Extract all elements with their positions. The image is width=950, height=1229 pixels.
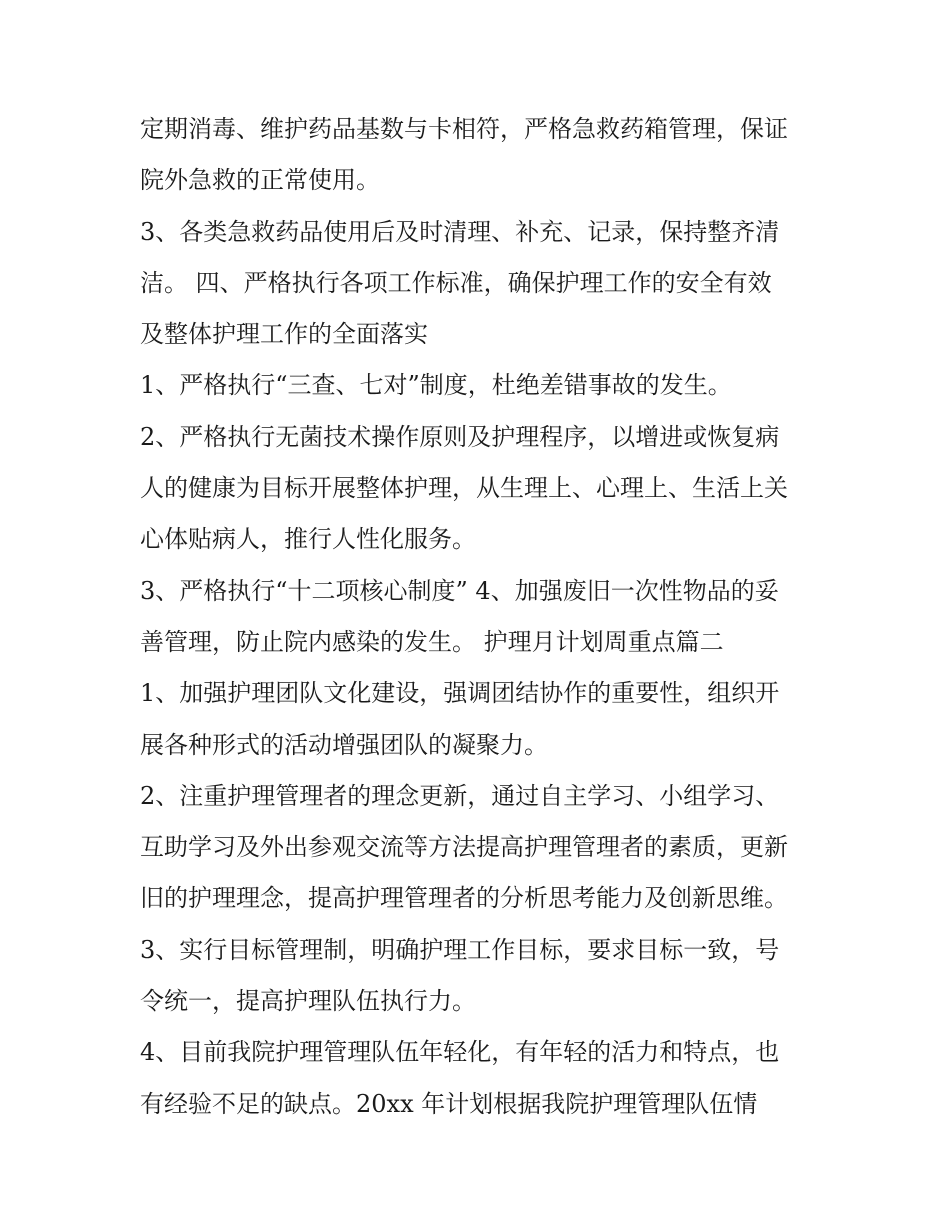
document-body [140,104,830,1130]
text-line: 定期消毒、维护药品基数与卡相符，严格急救药箱管理，保证 [140,115,788,143]
text-line: 令统一，提高护理队伍执行力。 [140,987,476,1016]
text-line: 人的健康为目标开展整体护理，从生理上、心理上、生活上关 [140,474,788,503]
text-line: 展各种形式的活动增强团队的凝聚力。 [140,730,548,759]
text-line: 心体贴病人，推行人性化服务。 [140,525,476,554]
text-line: 有经验不足的缺点。20xx 年计划根据我院护理管理队伍情 [140,1089,758,1118]
text-line: 1、严格执行“三查、七对”制度，杜绝差错事故的发生。 [140,371,732,400]
text-line: 院外急救的正常使用。 [140,166,380,195]
text-line: 3、严格执行“十二项核心制度” 4、加强废旧一次性物品的妥 [140,576,779,605]
text-line: 1、加强护理团队文化建设，强调团结协作的重要性，组织开 [140,679,780,708]
text-line: 4、目前我院护理管理队伍年轻化，有年轻的活力和特点，也 [140,1038,780,1067]
text-line: 洁。 四、严格执行各项工作标准，确保护理工作的安全有效 [140,268,772,297]
text-line: 互助学习及外出参观交流等方法提高护理管理者的素质，更新 [140,833,788,862]
text-line: 善管理，防止院内感染的发生。 护理月计划周重点篇二 [140,627,724,656]
text-line: 2、注重护理管理者的理念更新，通过自主学习、小组学习、 [140,781,780,810]
text-line: 3、各类急救药品使用后及时清理、补充、记录，保持整齐清 [140,217,780,246]
text-line: 3、实行目标管理制，明确护理工作目标，要求目标一致，号 [140,935,780,964]
text-line: 及整体护理工作的全面落实 [140,320,428,349]
text-line: 2、严格执行无菌技术操作原则及护理程序，以增进或恢复病 [140,422,780,451]
text-line: 旧的护理理念，提高护理管理者的分析思考能力及创新思维。 [140,884,788,913]
